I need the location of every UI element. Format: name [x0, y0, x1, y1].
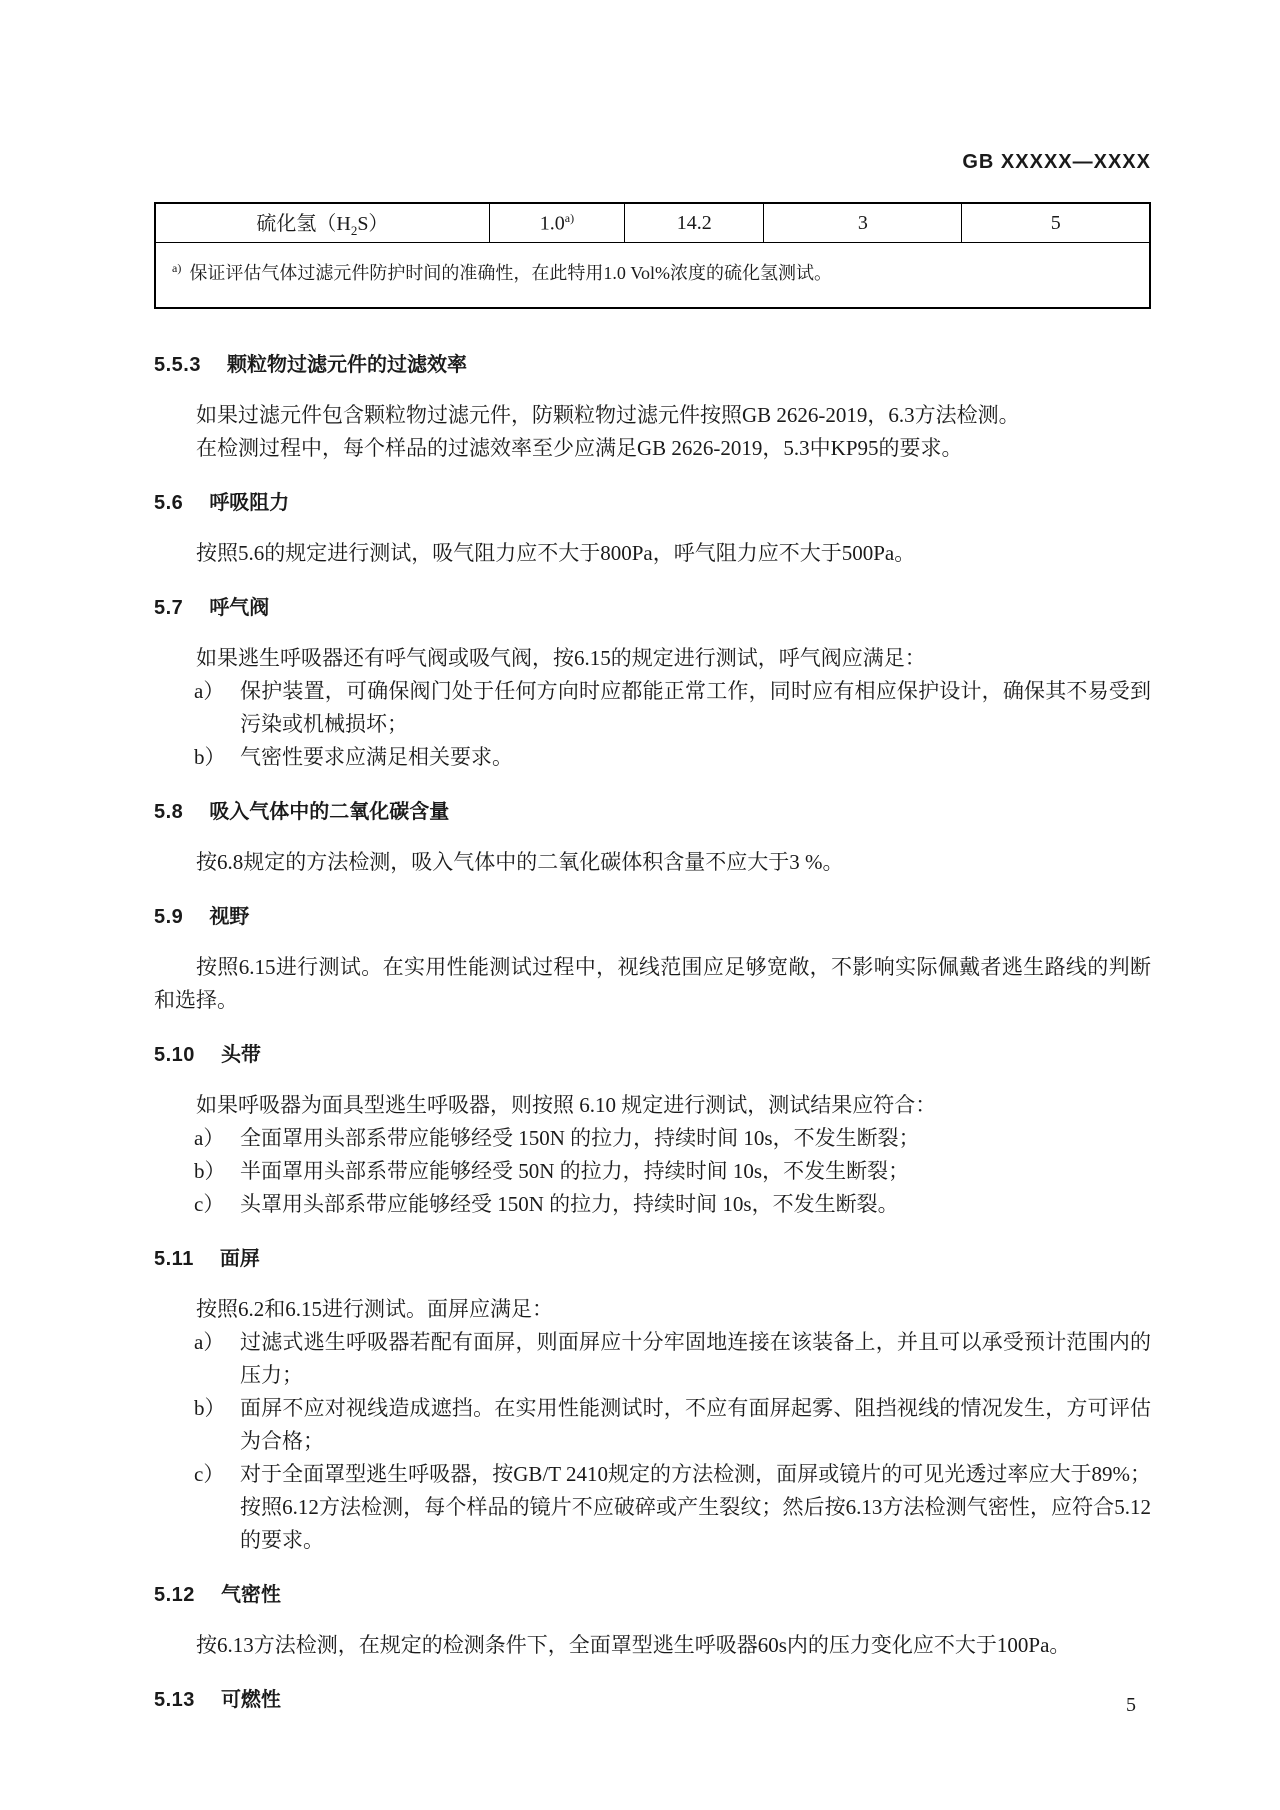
page-content — [154, 0, 1151, 1734]
list-item-text: 半面罩用头部系带应能够经受 50N 的拉力，持续时间 10s，不发生断裂； — [240, 1159, 910, 1183]
gas-concentration-table — [154, 202, 1151, 309]
section-title: 可燃性 — [220, 1689, 281, 1711]
section-5-12 — [154, 1579, 1151, 1662]
section-heading — [154, 1039, 1151, 1072]
list-item-text: 过滤式逃生呼吸器若配有面屏，则面屏应十分牢固地连接在该装备上，并且可以承受预计范围内的压力； — [240, 1330, 1151, 1387]
paragraph: 按6.8规定的方法检测，吸入气体中的二氧化碳体积含量不应大于3 %。 — [196, 850, 844, 874]
list-item-text: 全面罩用头部系带应能够经受 150N 的拉力，持续时间 10s，不发生断裂； — [240, 1126, 920, 1150]
cell-concentration — [489, 203, 624, 243]
section-heading — [154, 487, 1151, 520]
section-heading — [154, 1579, 1151, 1612]
section-title: 颗粒物过滤元件的过滤效率 — [226, 354, 467, 376]
section-number: 5.8 — [154, 801, 184, 823]
list-item-text: 对于全面罩型逃生呼吸器，按GB/T 2410规定的方法检测，面屏或镜片的可见光透过率应大于89%；按照6.12方法检测，每个样品的镜片不应破碎或产生裂纹；然后按6.13方法检测气密性，应符合5.12的要求。 — [240, 1462, 1151, 1552]
list-item — [154, 1392, 1151, 1458]
table-footnote-cell — [155, 243, 1150, 309]
list-item-text: 气密性要求应满足相关要求。 — [240, 745, 513, 769]
list-item-text: 头罩用头部系带应能够经受 150N 的拉力，持续时间 10s，不发生断裂。 — [240, 1192, 899, 1216]
section-title: 气密性 — [220, 1584, 281, 1606]
section-5-13 — [154, 1684, 1151, 1717]
section-heading — [154, 796, 1151, 829]
section-number: 5.12 — [154, 1584, 195, 1606]
section-heading — [154, 592, 1151, 625]
section-number: 5.9 — [154, 906, 184, 928]
section-heading — [154, 901, 1151, 934]
paragraph: 按照6.2和6.15进行测试。面屏应满足： — [196, 1297, 553, 1321]
list-item-label: b） — [194, 1396, 226, 1420]
gas-formula-subscript: 2 — [350, 223, 358, 238]
list-item-text: 面屏不应对视线造成遮挡。在实用性能测试时，不应有面屏起雾、阻挡视线的情况发生，方可评估为合格； — [240, 1396, 1151, 1453]
list-item-label: a） — [194, 679, 225, 703]
section-5-7 — [154, 592, 1151, 774]
concentration-value: 1.0 — [539, 212, 565, 235]
list-item — [154, 741, 1151, 774]
list-item-label: b） — [194, 745, 226, 769]
list-item — [154, 1155, 1151, 1188]
section-heading — [154, 1684, 1151, 1717]
section-5-5-3 — [154, 349, 1151, 465]
section-5-6 — [154, 487, 1151, 570]
section-title: 面屏 — [219, 1248, 260, 1270]
section-title: 吸入气体中的二氧化碳含量 — [209, 801, 450, 823]
paragraph: 如果过滤元件包含颗粒物过滤元件，防颗粒物过滤元件按照GB 2626-2019，6.3方法检测。 — [196, 403, 1020, 427]
list-item — [154, 675, 1151, 741]
section-5-11 — [154, 1243, 1151, 1557]
section-heading — [154, 1243, 1151, 1276]
section-5-8 — [154, 796, 1151, 879]
section-title: 视野 — [209, 906, 250, 928]
list-item-text: 保护装置，可确保阀门处于任何方向时应都能正常工作，同时应有相应保护设计，确保其不易受到污染或机械损坏； — [240, 679, 1151, 736]
cell-gas-name — [155, 203, 489, 243]
paragraph: 如果呼吸器为面具型逃生呼吸器，则按照 6.10 规定进行测试，测试结果应符合： — [196, 1093, 937, 1117]
paragraph: 在检测过程中，每个样品的过滤效率至少应满足GB 2626-2019，5.3中KP95的要求。 — [196, 436, 963, 460]
table-row — [155, 203, 1150, 243]
footnote-text: 保证评估气体过滤元件防护时间的准确性，在此特用1.0 Vol%浓度的硫化氢测试。 — [189, 263, 832, 283]
paragraph: 按6.13方法检测，在规定的检测条件下，全面罩型逃生呼吸器60s内的压力变化应不大于100Pa。 — [196, 1633, 1071, 1657]
page-number: 5 — [1126, 1694, 1136, 1716]
section-number: 5.13 — [154, 1689, 195, 1711]
table-footnote-row — [155, 243, 1150, 309]
section-number: 5.10 — [154, 1044, 195, 1066]
cell-value-5: 5 — [962, 203, 1150, 243]
list-item-label: c） — [194, 1192, 225, 1216]
section-title: 头带 — [220, 1044, 261, 1066]
page-header — [154, 150, 1151, 174]
list-item-label: b） — [194, 1159, 226, 1183]
list-item — [154, 1458, 1151, 1557]
cell-value-4: 3 — [764, 203, 962, 243]
section-5-9 — [154, 901, 1151, 1017]
section-number: 5.7 — [154, 597, 184, 619]
list-item-label: a） — [194, 1126, 225, 1150]
footnote-marker: a) — [172, 261, 182, 275]
standard-number: GB XXXXX—XXXX — [962, 151, 1151, 173]
gas-name-suffix: S） — [357, 213, 389, 235]
list-item — [154, 1326, 1151, 1392]
section-number: 5.5.3 — [154, 354, 201, 376]
gas-name-prefix: 硫化氢（H — [256, 213, 351, 235]
list-item — [154, 1188, 1151, 1221]
concentration-footnote-marker: a) — [564, 210, 575, 225]
section-number: 5.11 — [154, 1248, 194, 1270]
list-item — [154, 1122, 1151, 1155]
paragraph: 如果逃生呼吸器还有呼气阀或吸气阀，按6.15的规定进行测试，呼气阀应满足： — [196, 646, 926, 670]
list-item-label: a） — [194, 1330, 225, 1354]
paragraph: 按照5.6的规定进行测试，吸气阻力应不大于800Pa，呼气阻力应不大于500Pa。 — [196, 541, 916, 565]
section-number: 5.6 — [154, 492, 184, 514]
list-item-label: c） — [194, 1462, 225, 1486]
section-5-10 — [154, 1039, 1151, 1221]
section-heading — [154, 349, 1151, 382]
section-title: 呼吸阻力 — [209, 492, 290, 514]
section-title: 呼气阀 — [209, 597, 270, 619]
paragraph: 按照6.15进行测试。在实用性能测试过程中，视线范围应足够宽敞，不影响实际佩戴者逃生路线的判断和选择。 — [154, 955, 1151, 1012]
cell-value-3: 14.2 — [625, 203, 764, 243]
